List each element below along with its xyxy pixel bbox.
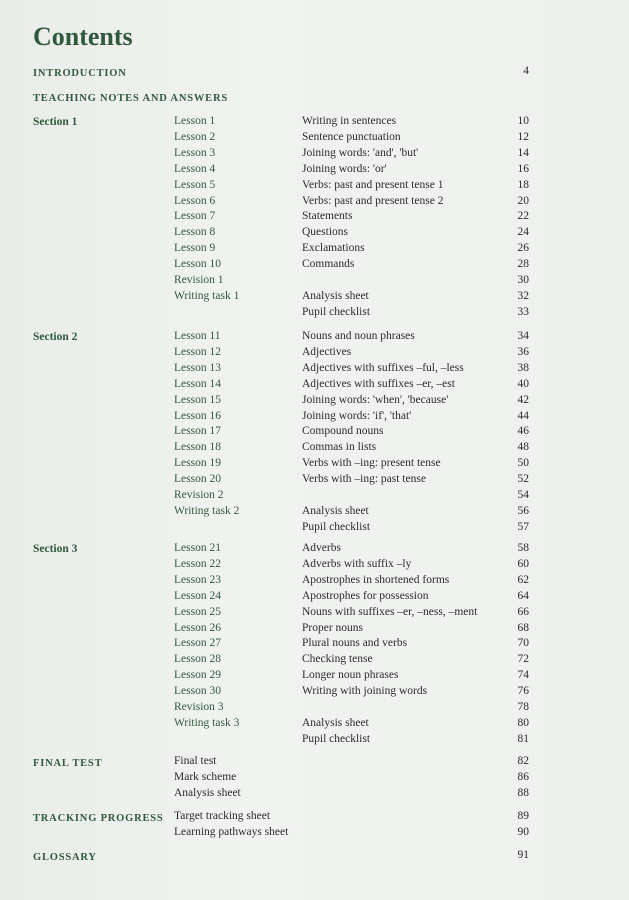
topic-label: Adjectives with suffixes –ful, –less xyxy=(302,361,464,374)
page-number: 48 xyxy=(517,441,529,454)
entry-label: Final test xyxy=(174,755,217,767)
topic-label: Longer noun phrases xyxy=(302,669,399,682)
lesson-label: Lesson 25 xyxy=(174,605,221,618)
tracking-heading: TRACKING PROGRESS xyxy=(33,813,164,824)
page-number: 72 xyxy=(517,653,529,666)
page-number: 81 xyxy=(517,732,529,745)
page-number: 38 xyxy=(517,361,529,374)
toc-row[interactable] xyxy=(0,290,629,306)
page-number: 20 xyxy=(517,194,529,207)
page-number: 74 xyxy=(517,669,529,682)
page-number: 82 xyxy=(517,755,529,767)
topic-label: Nouns and noun phrases xyxy=(302,330,415,342)
toc-row[interactable] xyxy=(0,733,629,749)
page-number: 28 xyxy=(517,258,529,271)
page-number: 60 xyxy=(517,557,529,570)
page-number: 33 xyxy=(517,305,529,318)
lesson-label: Lesson 12 xyxy=(174,345,221,358)
toc-row[interactable] xyxy=(0,771,629,787)
toc-row[interactable] xyxy=(0,425,629,441)
lesson-label: Lesson 8 xyxy=(174,226,216,239)
topic-label: Verbs with –ing: past tense xyxy=(302,473,426,486)
page-number: 58 xyxy=(517,542,529,554)
entry-label: Mark scheme xyxy=(174,771,237,783)
lesson-label: Lesson 17 xyxy=(174,425,221,438)
entry-label: Analysis sheet xyxy=(174,787,241,799)
topic-label: Exclamations xyxy=(302,242,365,255)
topic-label: Writing with joining words xyxy=(302,685,428,698)
lesson-label: Lesson 7 xyxy=(174,210,216,223)
topic-label: Adjectives with suffixes –er, –est xyxy=(302,377,455,390)
lesson-label: Lesson 18 xyxy=(174,441,221,454)
page-number: 14 xyxy=(517,146,529,159)
topic-label: Plural nouns and verbs xyxy=(302,637,408,650)
section-label: Section 2 xyxy=(33,331,78,343)
toc-row[interactable] xyxy=(0,685,629,701)
toc-row[interactable] xyxy=(0,378,629,394)
lesson-label: Lesson 11 xyxy=(174,330,221,342)
topic-label: Nouns with suffixes –er, –ness, –ment xyxy=(302,605,478,618)
lesson-label: Lesson 24 xyxy=(174,589,221,602)
toc-row[interactable] xyxy=(0,147,629,163)
page-number: 42 xyxy=(517,393,529,406)
introduction-page-number: 4 xyxy=(523,65,529,77)
topic-label: Sentence punctuation xyxy=(302,130,401,143)
glossary-heading: GLOSSARY xyxy=(33,852,97,863)
page-number: 80 xyxy=(517,716,529,729)
lesson-label: Lesson 16 xyxy=(174,409,221,422)
section-label: Section 1 xyxy=(33,116,78,128)
topic-label: Verbs: past and present tense 1 xyxy=(302,178,444,191)
page-number: 10 xyxy=(517,115,529,127)
toc-row[interactable] xyxy=(0,590,629,606)
toc-row[interactable] xyxy=(0,755,629,771)
page-number: 32 xyxy=(517,289,529,302)
page-number: 90 xyxy=(517,826,529,838)
toc-row[interactable] xyxy=(0,717,629,733)
toc-row[interactable] xyxy=(0,131,629,147)
page-number: 52 xyxy=(517,473,529,486)
page-number: 12 xyxy=(517,130,529,143)
toc-row[interactable] xyxy=(0,457,629,473)
section-label: Section 3 xyxy=(33,543,78,555)
glossary-page-number: 91 xyxy=(517,849,529,861)
lesson-label: Lesson 14 xyxy=(174,377,221,390)
entry-label: Learning pathways sheet xyxy=(174,826,289,838)
toc-row[interactable] xyxy=(0,826,629,842)
toc-row[interactable] xyxy=(0,701,629,717)
topic-label: Verbs: past and present tense 2 xyxy=(302,194,444,207)
teaching-notes-heading: TEACHING NOTES AND ANSWERS xyxy=(33,93,228,104)
page-number: 26 xyxy=(517,242,529,255)
lesson-label: Writing task 2 xyxy=(174,504,240,517)
topic-label: Questions xyxy=(302,226,348,239)
lesson-label: Lesson 5 xyxy=(174,178,216,191)
lesson-label: Lesson 27 xyxy=(174,637,221,650)
toc-row[interactable] xyxy=(0,410,629,426)
topic-label: Analysis sheet xyxy=(302,289,369,302)
topic-label: Joining words: 'or' xyxy=(302,162,387,175)
lesson-label: Lesson 28 xyxy=(174,653,221,666)
topic-label: Checking tense xyxy=(302,653,373,666)
topic-label: Joining words: 'when', 'because' xyxy=(302,393,449,406)
toc-row[interactable] xyxy=(0,258,629,274)
page-number: 68 xyxy=(517,621,529,634)
page-number: 36 xyxy=(517,345,529,358)
toc-row[interactable] xyxy=(0,637,629,653)
toc-row[interactable] xyxy=(0,669,629,685)
toc-row[interactable] xyxy=(0,606,629,622)
toc-row[interactable] xyxy=(0,489,629,505)
lesson-label: Lesson 19 xyxy=(174,457,221,470)
topic-label: Commas in lists xyxy=(302,441,377,454)
topic-label: Commands xyxy=(302,258,355,271)
toc-row[interactable] xyxy=(0,653,629,669)
lesson-label: Revision 2 xyxy=(174,489,224,501)
topic-label: Joining words: 'if', 'that' xyxy=(302,409,412,422)
toc-row[interactable] xyxy=(0,306,629,322)
page-number: 76 xyxy=(517,685,529,698)
topic-label: Proper nouns xyxy=(302,621,364,634)
page-number: 50 xyxy=(517,457,529,470)
toc-row[interactable] xyxy=(0,362,629,378)
page-number: 18 xyxy=(517,178,529,191)
lesson-label: Lesson 23 xyxy=(174,573,221,586)
topic-label: Writing in sentences xyxy=(302,115,397,127)
lesson-label: Lesson 20 xyxy=(174,473,221,486)
toc-row[interactable] xyxy=(0,210,629,226)
page-number: 24 xyxy=(517,226,529,239)
topic-label: Statements xyxy=(302,210,353,223)
entry-label: Target tracking sheet xyxy=(174,810,271,822)
lesson-label: Lesson 4 xyxy=(174,162,216,175)
page-number: 64 xyxy=(517,589,529,602)
topic-label: Adverbs with suffix –ly xyxy=(302,557,412,570)
page-number: 30 xyxy=(517,274,529,286)
page-number: 66 xyxy=(517,605,529,618)
lesson-label: Revision 1 xyxy=(174,274,224,286)
page-number: 44 xyxy=(517,409,529,422)
toc-row[interactable] xyxy=(0,179,629,195)
lesson-label: Lesson 29 xyxy=(174,669,221,682)
page-number: 89 xyxy=(517,810,529,822)
lesson-label: Lesson 10 xyxy=(174,258,221,271)
toc-row[interactable] xyxy=(0,574,629,590)
topic-label: Pupil checklist xyxy=(302,732,371,745)
toc-row[interactable] xyxy=(0,394,629,410)
toc-row[interactable] xyxy=(0,226,629,242)
page-title: Contents xyxy=(33,22,133,51)
lesson-label: Lesson 1 xyxy=(174,115,216,127)
topic-label: Apostrophes for possession xyxy=(302,589,429,602)
toc-row[interactable] xyxy=(0,787,629,803)
toc-row[interactable] xyxy=(0,330,629,346)
toc-row[interactable] xyxy=(0,441,629,457)
page-number: 34 xyxy=(517,330,529,342)
topic-label: Joining words: 'and', 'but' xyxy=(302,146,419,159)
topic-label: Adjectives xyxy=(302,345,352,358)
lesson-label: Writing task 1 xyxy=(174,289,240,302)
lesson-label: Lesson 30 xyxy=(174,685,221,698)
lesson-label: Lesson 6 xyxy=(174,194,216,207)
lesson-label: Revision 3 xyxy=(174,701,224,713)
toc-row[interactable] xyxy=(0,242,629,258)
lesson-label: Lesson 26 xyxy=(174,621,221,634)
toc-row[interactable] xyxy=(0,274,629,290)
topic-label: Analysis sheet xyxy=(302,504,369,517)
lesson-label: Lesson 2 xyxy=(174,130,216,143)
topic-label: Compound nouns xyxy=(302,425,384,438)
page-number: 88 xyxy=(517,787,529,799)
page-number: 46 xyxy=(517,425,529,438)
topic-label: Adverbs xyxy=(302,542,341,554)
toc-row[interactable] xyxy=(0,558,629,574)
lesson-label: Lesson 13 xyxy=(174,361,221,374)
toc-row[interactable] xyxy=(0,163,629,179)
page-number: 54 xyxy=(517,489,529,501)
topic-label: Verbs with –ing: present tense xyxy=(302,457,441,470)
toc-row[interactable] xyxy=(0,195,629,211)
introduction-heading: INTRODUCTION xyxy=(33,68,127,79)
toc-row[interactable] xyxy=(0,346,629,362)
page-number: 78 xyxy=(517,701,529,713)
page-number: 56 xyxy=(517,504,529,517)
lesson-label: Lesson 3 xyxy=(174,146,216,159)
toc-row[interactable] xyxy=(0,521,629,537)
toc-row[interactable] xyxy=(0,473,629,489)
toc-row[interactable] xyxy=(0,542,629,558)
page-number: 62 xyxy=(517,573,529,586)
page-number: 22 xyxy=(517,210,529,223)
lesson-label: Lesson 21 xyxy=(174,542,221,554)
lesson-label: Lesson 9 xyxy=(174,242,216,255)
toc-row[interactable] xyxy=(0,810,629,826)
topic-label: Analysis sheet xyxy=(302,716,369,729)
toc-row[interactable] xyxy=(0,622,629,638)
topic-label: Pupil checklist xyxy=(302,520,371,533)
page-number: 16 xyxy=(517,162,529,175)
lesson-label: Lesson 22 xyxy=(174,557,221,570)
lesson-label: Writing task 3 xyxy=(174,716,240,729)
toc-row[interactable] xyxy=(0,505,629,521)
page-number: 40 xyxy=(517,377,529,390)
page-number: 86 xyxy=(517,771,529,783)
page-number: 57 xyxy=(517,520,529,533)
lesson-label: Lesson 15 xyxy=(174,393,221,406)
page-number: 70 xyxy=(517,637,529,650)
topic-label: Pupil checklist xyxy=(302,305,371,318)
final-test-heading: FINAL TEST xyxy=(33,758,103,769)
toc-row[interactable] xyxy=(0,115,629,131)
topic-label: Apostrophes in shortened forms xyxy=(302,573,450,586)
